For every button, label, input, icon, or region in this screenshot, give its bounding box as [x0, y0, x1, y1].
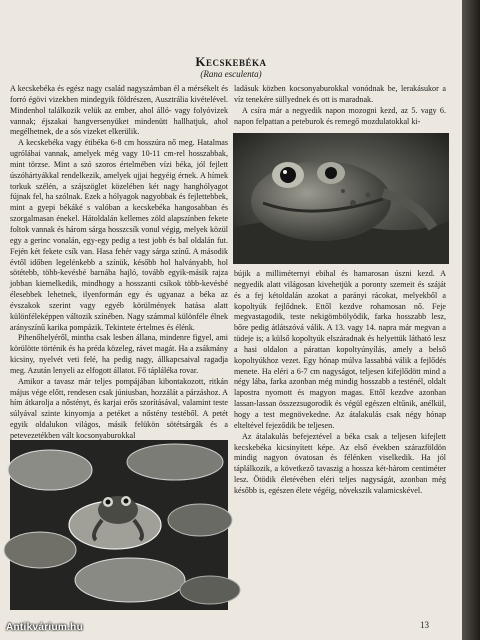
paragraph: A kecskebéka vagy étibéka 6-8 cm hosszúra nő meg. Hatalmas ugrólábai vannak, amelyek még vagy 10-11 cm-rel hosszabbak, mint törzse. Mint a szó szoros értelmében vízi béka, jól fejlett úszóhártyákkal rendelkezik, amelyek ujjai hegyéig érnek. A hímek torkuk szélén, a szájszöglet közelében két nagy hanghólyagot fújnak fel, ha szólnak. Ezek a hólyagok nagyobbak és fejlettebbek, mint a gyepi békáké s valóban a kecskebéka hangosabban és szorgalmasan énekel. Hátoldalán kellemes zöld alapszínben fekete foltok vannak és három sárga hosszcsík vonul végig, melyek közül egy a gerinc vonalán, egy-egy pedig a test jobb és bal oldalán fut. Fején két fekete csík van. Hasa fehér vagy sárga színű. A második évtől időben legelénkebb a színük, később hol halványabb, hol sötétebb, több-kevésbé barnába hajló, tovább egyik-másik rajza jobban kiemelkedik, mindhogy a hosszanti csíkok több-kevésbé élesebbek lehetnek, ilyenformán egy és ugyanaz a béka az évszakok szerint vagy egyéb körülmények hatása alatt különféleképpen változik színében. Nagy számmal különféle élnek arányszínű karika pompázik. Tekintete értelmes és élénk.	[10, 138, 228, 332]
article-title: Kecskebéka	[195, 54, 267, 69]
text-column-right-top	[234, 84, 446, 128]
text-column-right-bottom	[234, 269, 446, 601]
page-number: 13	[420, 620, 429, 630]
frog-photo-portrait	[233, 133, 449, 264]
frog-portrait-icon	[233, 133, 449, 264]
paragraph: Amikor a tavasz már teljes pompájában kibontakozott, ritkán május vége előtt, rendesen csak júniusban, hozzálát a párzáshoz. A hím átkarolja a nőstényt, és karjai erős szorításával, valamint teste súlyával szinte kinyomja a petéket a nőstény testéből. A petét egyik oldalukon világos, másik felükön sötétsárgák és a petevezetékben vált kocsonyaburokkal	[10, 376, 228, 440]
paragraph: A csíra már a negyedik napon mozogni kezd, az 5. vagy 6. napon felpattan a peteburok és remegő mozdulatokkal ki-	[234, 105, 446, 126]
paragraph: Az átalakulás befejeztével a béka csak a teljesen kifejlett kecskebéka kicsinyített képe. Az első években szárazföldön mindig nagyon óvatosan és félénken viselkedik. Ha jól táplálkozik, a következő tavaszig a hossza két-három centiméter lesz. Ötödik életévében eléri teljes nagyságát, azonban még később is, egészen élete végéig, növekszik valamicskével.	[234, 431, 446, 495]
watermark: Antikvárium.hu	[6, 622, 83, 633]
frog-lilypads-icon	[10, 440, 228, 610]
text-column-left	[10, 84, 228, 440]
paragraph: bújik a milliméternyi ebihal és hamarosan úszni kezd. A negyedik alatt világosan kivehetjük a poronty szemeit és száját és a fej kétoldalán azokat a parányi rácokat, melyekből a kopoltyúk fejlődnek. Ettől kezdve rohamosan nő. Feje megvastagodik, teste nekigömbölyödik, farka hosszabb lesz, bőre pedig átlátszóvá válik. A 13. vagy 14. napra már megvan a tüdeje is; a külső kopoltyúk elszáradnak és helyettük látható lesz a hasi oldalon a párattan kopoltyúnyílás, amely a belső kopoltyúkhoz vezet. Egy hónap múlva lassabbá válik a fejlődés menete. Ha eléri a 6-7 cm nagyságot, teljesen kifejlődött mind a négy lába, farka azonban még mindig hosszabb a testénél, oldalt lapostra nyomott és magyon magas. Ettől kezdve azonban lassan-lassan összezsugorodik és végül egészen eltűnik, anélkül, hogy a test megnövekedne. Az átalakulás csak négy hónap elteltével fejeződik be teljesen.	[234, 269, 446, 430]
article-subtitle: (Rana esculenta)	[200, 69, 262, 79]
paragraph: Pihenőhelyéről, mintha csak lesben állana, mindenre figyel, ami körülötte történik és ha préda közeleg, rávet magát. Ha a zsákmány kicsiny, nyelvét veti felé, ha pedig nagy, állkapcsaival ragadja meg. Azután lenyeli az elfogott állatot. Fő tápláléka rovar.	[10, 333, 228, 375]
book-edge	[462, 0, 480, 640]
frog-photo-lilypads	[10, 440, 228, 610]
paragraph: A kecskebéka és egész nagy család nagyszámban él a mérsékelt és forró égövi vizekben mindegyik földrészen, Ausztrália kivételével. Mindenhol találkozik velük az ember, ahol álló- vagy folyóvizek vannak; éjszakai hangversenyüket mindenütt hallhatjuk, ahol megélhetnek, de a sós vizeket elkerülik.	[10, 84, 228, 137]
paragraph: ladásuk közben kocsonyaburokkal vonódnak be, lerakásukor a víz tenekére süllyednek és ott is maradnak.	[234, 84, 446, 104]
